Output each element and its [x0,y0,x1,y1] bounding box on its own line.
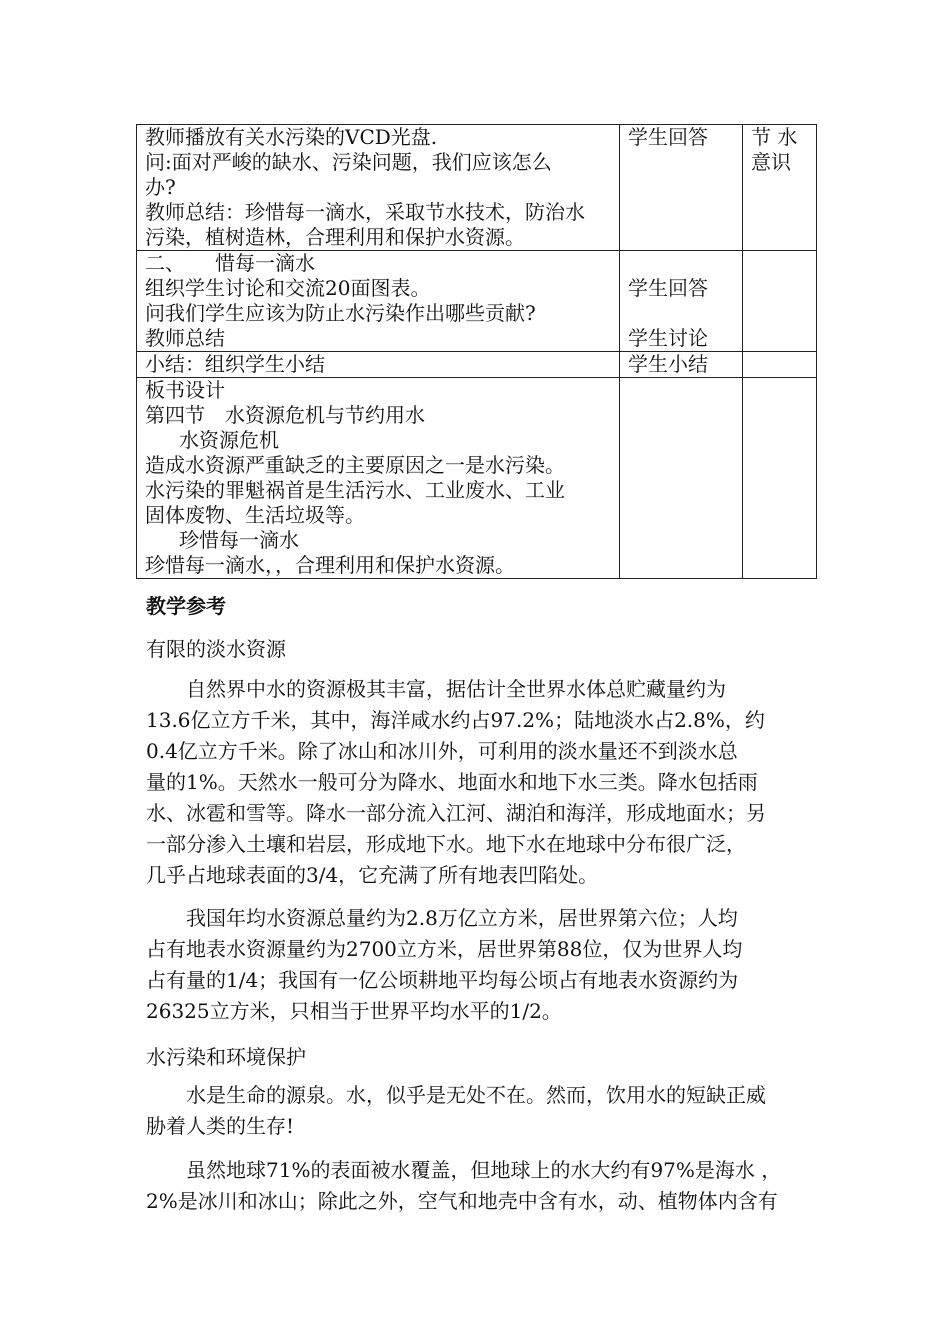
cell-line: 污染，植树造林，合理利用和保护水资源。 [145,225,525,249]
cell-line: 意识 [751,150,791,174]
paragraph-line: 26325立方米，只相当于世界平均水平的1/2。 [146,999,562,1023]
paragraph-line: 胁着人类的生存! [146,1114,295,1138]
board-design-cell [137,378,620,579]
design-intent-cell [743,378,817,579]
table-row [137,251,817,352]
paragraph-line: 13.6亿立方千米，其中，海洋咸水约占97.2%；陆地淡水占2.8%，约 [146,708,765,732]
cell-line: 造成水资源严重缺乏的主要原因之一是水污染。 [145,453,565,477]
table-row [137,125,817,251]
design-intent-cell [743,251,817,352]
student-activity-cell [620,378,743,579]
paragraph [146,1080,810,1142]
paragraph-line: 水、冰雹和雪等。降水一部分流入江河、湖泊和海洋，形成地面水；另 [146,801,766,825]
paragraph [146,1155,810,1217]
cell-line: 教师总结 [145,326,225,350]
cell-line: 固体废物、生活垃圾等。 [145,503,365,527]
student-activity-cell [620,125,743,251]
paragraph-line: 虽然地球71%的表面被水覆盖，但地球上的水大约有97%是海水 ， [186,1158,782,1182]
paragraph-line: 我国年均水资源总量约为2.8万亿立方米，居世界第六位；人均 [186,906,738,930]
paragraph-line: 一部分渗入土壤和岩层，形成地下水。地下水在地球中分布很广泛， [146,832,746,856]
student-activity-cell [620,352,743,378]
cell-line: 节 水 [751,125,798,149]
student-activity-cell [620,251,743,352]
cell-line: 二、 惜每一滴水 [145,251,315,275]
lesson-plan-table [136,124,817,579]
paragraph-line: 占有地表水资源量约为2700立方米，居世界第88位，仅为世界人均 [146,937,743,961]
cell-line: 学生讨论 [628,326,708,350]
cell-line: 珍惜每一滴水 [179,528,299,552]
cell-line: 办? [145,175,176,199]
cell-line: 问:面对严峻的缺水、污染问题，我们应该怎么 [145,150,552,174]
paragraph-line: 水是生命的源泉。水，似乎是无处不在。然而，饮用水的短缺正威 [186,1083,766,1107]
design-intent-cell [743,125,817,251]
design-intent-cell [743,352,817,378]
paragraph-line: 占有量的1/4；我国有一亿公顷耕地平均每公顷占有地表水资源约为 [146,968,739,992]
reference-heading: 教学参考 [146,594,226,618]
teacher-activity-cell [137,125,620,251]
table-row [137,378,817,579]
cell-line: 教师总结：珍惜每一滴水，采取节水技术，防治水 [145,200,585,224]
section-title: 有限的淡水资源 [146,637,286,661]
cell-line: 问我们学生应该为防止水污染作出哪些贡献? [145,301,536,325]
cell-line: 水资源危机 [179,428,279,452]
cell-line: 板书设计 [145,378,225,402]
paragraph-line: 几乎占地球表面的3/4，它充满了所有地表凹陷处。 [146,863,599,887]
cell-line: 水污染的罪魁祸首是生活污水、工业废水、工业 [145,478,565,502]
paragraph [146,903,810,1027]
paragraph-line: 自然界中水的资源极其丰富，据估计全世界水体总贮藏量约为 [186,677,726,701]
paragraph-line: 0.4亿立方千米。除了冰山和冰川外，可利用的淡水量还不到淡水总 [146,739,738,763]
cell-line: 第四节 水资源危机与节约用水 [145,403,425,427]
cell-line: 学生回答 [628,276,708,300]
table-row [137,352,817,378]
cell-line: 小结：组织学生小结 [145,352,325,376]
paragraph-line: 量的1%。天然水一般可分为降水、地面水和地下水三类。降水包括雨 [146,770,758,794]
paragraph [146,674,810,891]
teacher-activity-cell [137,251,620,352]
section-title: 水污染和环境保护 [146,1045,306,1069]
cell-line: 教师播放有关水污染的VCD光盘. [145,125,438,149]
cell-line: 学生小结 [628,352,708,376]
paragraph-line: 2%是冰川和冰山；除此之外，空气和地壳中含有水，动、植物体内含有 [146,1189,778,1213]
cell-line: 组织学生讨论和交流20面图表。 [145,276,431,300]
cell-line: 学生回答 [628,125,708,149]
cell-line: 珍惜每一滴水，，合理利用和保护水资源。 [145,553,515,577]
teacher-activity-cell [137,352,620,378]
